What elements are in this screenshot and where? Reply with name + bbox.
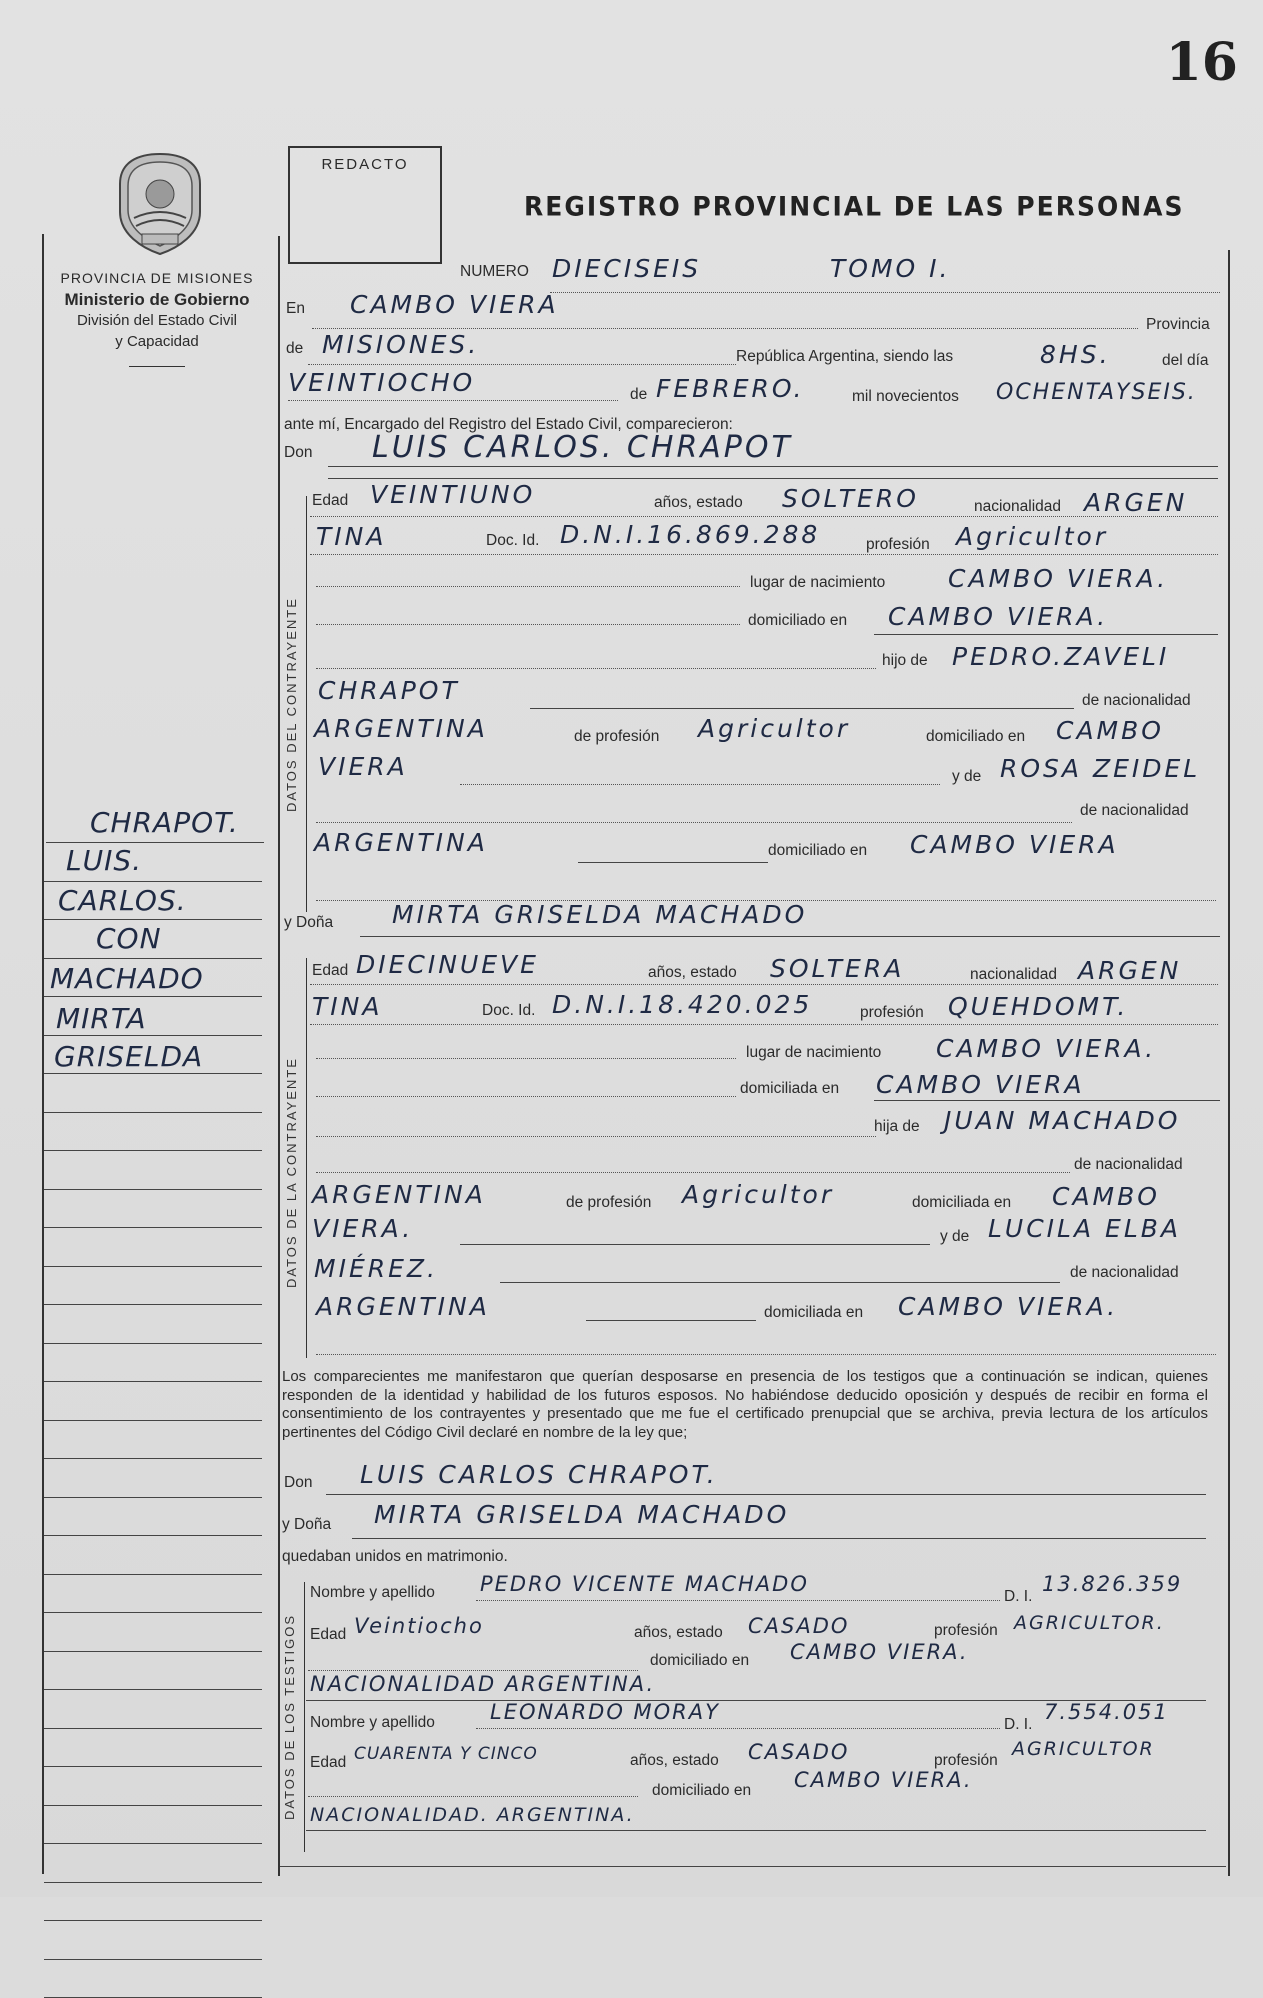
contrayenta-end-line bbox=[316, 1354, 1216, 1355]
contrayente-bracket bbox=[306, 496, 307, 912]
doc2-value: D.N.I.18.420.025 bbox=[552, 990, 813, 1019]
margin-rule-line bbox=[44, 1882, 262, 1883]
decl-dona-value: MIRTA GRISELDA MACHADO bbox=[374, 1500, 790, 1529]
madre-domiciliado-label: domiciliado en bbox=[768, 842, 868, 859]
padre2-dom-line bbox=[460, 1244, 930, 1245]
domicilio-line-blank bbox=[316, 624, 740, 625]
t2-nombre-line bbox=[476, 1728, 1000, 1729]
padre-dom-value-1: CAMBO bbox=[1056, 716, 1164, 745]
t1-estado-value: CASADO bbox=[748, 1614, 850, 1638]
padre2-dom-value-1: CAMBO bbox=[1052, 1182, 1160, 1211]
margin-note-line-2: LUIS. bbox=[66, 844, 143, 877]
t1-edad-label: Edad bbox=[310, 1626, 347, 1643]
doc-label: Doc. Id. bbox=[486, 532, 540, 549]
don-value: LUIS CARLOS. CHRAPOT bbox=[372, 430, 793, 465]
t1-edad-value: Veintiocho bbox=[354, 1614, 484, 1638]
margin-rule-line bbox=[44, 1343, 262, 1344]
t1-anios-label: años, estado bbox=[634, 1624, 723, 1641]
lugar2-label: lugar de nacimiento bbox=[746, 1044, 882, 1061]
madre-nac-value: ARGENTINA bbox=[314, 828, 488, 857]
padre2-nac-value: ARGENTINA bbox=[312, 1180, 486, 1209]
bottom-line bbox=[280, 1866, 1226, 1867]
margin-rule-line bbox=[44, 1112, 262, 1113]
lugar-line-blank bbox=[316, 586, 740, 587]
edad2-line bbox=[310, 984, 1218, 985]
ministry-header bbox=[44, 268, 270, 367]
domiciliado-en-label: domiciliado en bbox=[926, 728, 1026, 745]
nacionalidad-value-2: TINA bbox=[316, 522, 387, 551]
padre-dom-value-2: VIERA bbox=[318, 752, 408, 781]
right-border-line bbox=[1228, 250, 1230, 1876]
domicilio2-line-blank bbox=[316, 1096, 736, 1097]
t2-domicilio-blank bbox=[308, 1796, 638, 1797]
division-line-2: y Capacidad bbox=[115, 333, 199, 350]
dia-value: VEINTIOCHO bbox=[288, 368, 476, 397]
doc-line bbox=[310, 554, 1218, 555]
decl-don-label: Don bbox=[284, 1474, 313, 1491]
en-label: En bbox=[286, 300, 305, 317]
padre2-value: JUAN MACHADO bbox=[944, 1106, 1181, 1135]
doc-value: D.N.I.16.869.288 bbox=[560, 520, 821, 549]
domiciliada-en2-label: domiciliada en bbox=[912, 1194, 1012, 1211]
t1-domicilio-blank bbox=[308, 1670, 638, 1671]
dona-label: y Doña bbox=[284, 914, 334, 931]
margin-rule-line bbox=[44, 1612, 262, 1613]
redacto-label: REDACTO bbox=[321, 156, 409, 173]
anios2-label: años, estado bbox=[648, 964, 737, 981]
margin-rule-line bbox=[44, 1805, 262, 1806]
t2-nacionalidad-value: NACIONALIDAD. ARGENTINA. bbox=[310, 1804, 635, 1826]
t1-profesion-value: AGRICULTOR. bbox=[1014, 1612, 1165, 1634]
don-label: Don bbox=[284, 444, 313, 461]
lugar2-value: CAMBO VIERA. bbox=[936, 1034, 1157, 1063]
dona-line bbox=[360, 936, 1220, 937]
t1-nacionalidad-value: NACIONALIDAD ARGENTINA. bbox=[310, 1672, 656, 1696]
hora-value: 8HS. bbox=[1040, 340, 1111, 369]
margin-rule-line bbox=[44, 1150, 262, 1151]
t2-di-value: 7.554.051 bbox=[1044, 1700, 1169, 1724]
padre2-prof-value: Agricultor bbox=[682, 1180, 835, 1209]
margin-rule-line bbox=[44, 996, 262, 997]
t2-edad-label: Edad bbox=[310, 1754, 347, 1771]
padre2-dom-value-2: VIERA. bbox=[312, 1214, 414, 1243]
padre-line bbox=[530, 708, 1074, 709]
don-line-2 bbox=[328, 478, 1218, 479]
lugar2-line-blank bbox=[316, 1058, 736, 1059]
profesion2-label: profesión bbox=[860, 1004, 924, 1021]
en-value: CAMBO VIERA bbox=[350, 290, 559, 319]
mil-label: mil novecientos bbox=[852, 388, 959, 405]
t1-nombre-value: PEDRO VICENTE MACHADO bbox=[480, 1572, 809, 1596]
madre-dom-value: CAMBO VIERA bbox=[910, 830, 1119, 859]
decl-don-value: LUIS CARLOS CHRAPOT. bbox=[360, 1460, 718, 1489]
republica-label: República Argentina, siendo las bbox=[736, 348, 954, 365]
margin-rule-line bbox=[44, 1458, 262, 1459]
estado2-value: SOLTERA bbox=[770, 954, 905, 983]
de-profesion-label: de profesión bbox=[574, 728, 660, 745]
left-margin-line bbox=[42, 234, 44, 1874]
t2-estado-value: CASADO bbox=[748, 1740, 850, 1764]
testigos-bracket bbox=[304, 1582, 305, 1852]
mes-label: de bbox=[630, 386, 648, 403]
margin-rule-line bbox=[44, 1728, 262, 1729]
doc2-label: Doc. Id. bbox=[482, 1002, 536, 1019]
domicilio-value: CAMBO VIERA. bbox=[888, 602, 1109, 631]
contrayenta-bracket bbox=[306, 958, 307, 1358]
de-profesion2-label: de profesión bbox=[566, 1194, 652, 1211]
margin-rule-line bbox=[44, 1920, 262, 1921]
edad-label: Edad bbox=[312, 492, 349, 509]
domicilio2-value: CAMBO VIERA bbox=[876, 1070, 1085, 1099]
lugar-label: lugar de nacimiento bbox=[750, 574, 886, 591]
y-de-label: y de bbox=[952, 768, 982, 785]
margin-rule-line bbox=[44, 1381, 262, 1382]
madre-nacionalidad-label: de nacionalidad bbox=[1080, 802, 1189, 819]
estado-value: SOLTERO bbox=[782, 484, 919, 513]
province-name: PROVINCIA DE MISIONES bbox=[60, 270, 254, 286]
contrayente-side-label: DATOS DEL CONTRAYENTE bbox=[284, 597, 299, 812]
t1-domicilio-label: domiciliado en bbox=[650, 1652, 750, 1669]
contrayenta-side-label: DATOS DE LA CONTRAYENTE bbox=[284, 1057, 299, 1288]
doc2-line bbox=[310, 1024, 1218, 1025]
madre2-nacionalidad-label: de nacionalidad bbox=[1070, 1264, 1179, 1281]
declaration-paragraph: Los comparecientes me manifestaron que querían desposarse en presencia de los testigos que a continuación se indican, quienes responden de la identidad y habilidad de los futuros esposos. No habiéndose deducido oposición y después de recibir en forma el consentimiento de los contrayentes y presentado que me fue el certificado prenupcial que se archiva, previa lectura de los artículos pertinentes del Código Civil declaré en nombre de la ley que; bbox=[282, 1368, 1208, 1441]
y-de2-label: y de bbox=[940, 1228, 970, 1245]
de-nacionalidad2-label: de nacionalidad bbox=[1074, 1156, 1183, 1173]
margin-rule-line bbox=[44, 1189, 262, 1190]
t2-domicilio-value: CAMBO VIERA. bbox=[794, 1768, 973, 1792]
hija-line-blank bbox=[316, 1136, 876, 1137]
edad-value: VEINTIUNO bbox=[370, 480, 536, 509]
padre-nac-value: ARGENTINA bbox=[314, 714, 488, 743]
margin-rule-line bbox=[44, 1651, 262, 1652]
margin-rule-line bbox=[44, 1420, 262, 1421]
decl-don-line bbox=[326, 1494, 1206, 1495]
provincia-label: Provincia bbox=[1146, 316, 1210, 333]
margin-rule-line bbox=[44, 1959, 262, 1960]
margin-rule-line bbox=[44, 1535, 262, 1536]
document-title: REGISTRO PROVINCIAL DE LAS PERSONAS bbox=[524, 191, 1185, 222]
t1-di-value: 13.826.359 bbox=[1042, 1572, 1183, 1596]
margin-rule-line bbox=[44, 919, 262, 920]
de-label: de bbox=[286, 340, 304, 357]
t2-nombre-value: LEONARDO MORAY bbox=[490, 1700, 720, 1724]
margin-note-line-4: CON bbox=[96, 922, 162, 955]
profesion2-value: QUEHDOMT. bbox=[948, 992, 1129, 1021]
margin-rule-line bbox=[44, 1574, 262, 1575]
lugar-value: CAMBO VIERA. bbox=[948, 564, 1169, 593]
profesion-label: profesión bbox=[866, 536, 930, 553]
en-line bbox=[312, 328, 1138, 329]
nacionalidad-value-1: ARGEN bbox=[1084, 488, 1188, 517]
t1-domicilio-value: CAMBO VIERA. bbox=[790, 1640, 969, 1664]
padre-value-2: CHRAPOT bbox=[318, 676, 460, 705]
page-number: 16 bbox=[1165, 32, 1238, 93]
padre-dom-line bbox=[460, 784, 940, 785]
margin-rule-line bbox=[44, 1073, 262, 1074]
edad2-label: Edad bbox=[312, 962, 349, 979]
redacto-box bbox=[288, 146, 442, 264]
margin-rule-line bbox=[44, 1843, 262, 1844]
closing-text: quedaban unidos en matrimonio. bbox=[282, 1548, 508, 1565]
margin-rule-line bbox=[44, 1304, 262, 1305]
madre2-value-1: LUCILA ELBA bbox=[988, 1214, 1182, 1243]
margin-rule-line bbox=[44, 1227, 262, 1228]
dona-value: MIRTA GRISELDA MACHADO bbox=[392, 900, 808, 929]
t1-nombre-line bbox=[476, 1600, 1000, 1601]
madre2-domiciliada-label: domiciliada en bbox=[764, 1304, 864, 1321]
madre-value: ROSA ZEIDEL bbox=[1000, 754, 1201, 783]
madre-nac-line bbox=[578, 862, 768, 863]
hijo-line-blank bbox=[316, 668, 876, 669]
dia-line bbox=[288, 400, 618, 401]
anio-value: OCHENTAYSEIS. bbox=[996, 380, 1197, 405]
numero-value: DIECISEIS bbox=[552, 254, 702, 283]
edad2-value: DIECINUEVE bbox=[356, 950, 539, 979]
header-divider bbox=[129, 366, 185, 367]
numero-line bbox=[550, 292, 1220, 293]
testigos-side-label: DATOS DE LOS TESTIGOS bbox=[282, 1614, 297, 1820]
domicilio-line bbox=[874, 634, 1218, 635]
nacionalidad2-value-2: TINA bbox=[312, 992, 383, 1021]
del-dia-label: del día bbox=[1162, 352, 1209, 369]
mes-value: FEBRERO. bbox=[656, 374, 805, 403]
margin-note-line-3: CARLOS. bbox=[58, 884, 187, 917]
madre2-nac-value: ARGENTINA bbox=[316, 1292, 490, 1321]
edad-line bbox=[310, 516, 1218, 517]
nacionalidad2-value-1: ARGEN bbox=[1078, 956, 1182, 985]
margin-note-line-6: MIRTA bbox=[56, 1002, 147, 1035]
t2-anios-label: años, estado bbox=[630, 1752, 719, 1769]
hijo-label: hijo de bbox=[882, 652, 928, 669]
decl-dona-line bbox=[352, 1538, 1206, 1539]
padre-prof-value: Agricultor bbox=[698, 714, 851, 743]
margin-rule-line bbox=[44, 1497, 262, 1498]
domicilio-label: domiciliado en bbox=[748, 612, 848, 629]
numero-label: NUMERO bbox=[460, 263, 529, 280]
t2-di-label: D. I. bbox=[1004, 1716, 1033, 1733]
division-line-1: División del Estado Civil bbox=[76, 312, 238, 329]
domicilio2-label: domiciliada en bbox=[740, 1080, 840, 1097]
anios-label: años, estado bbox=[654, 494, 743, 511]
tomo-value: TOMO I. bbox=[830, 254, 951, 283]
don-line bbox=[328, 466, 1218, 467]
de-line bbox=[308, 364, 736, 365]
nacionalidad2-label: nacionalidad bbox=[970, 966, 1058, 983]
margin-rule-line bbox=[44, 958, 262, 959]
profesion-value: Agricultor bbox=[956, 522, 1109, 551]
padre-value-1: PEDRO.ZAVELI bbox=[952, 642, 1170, 671]
t2-edad-value: CUARENTA Y CINCO bbox=[354, 1744, 538, 1764]
margin-note-line-7: GRISELDA bbox=[54, 1040, 204, 1073]
column-divider-line bbox=[278, 236, 280, 1876]
t2-nombre-label: Nombre y apellido bbox=[310, 1714, 435, 1731]
margin-rule-line bbox=[44, 881, 262, 882]
margin-rule-line bbox=[44, 1766, 262, 1767]
padre2-line bbox=[316, 1172, 1070, 1173]
de-nacionalidad-label: de nacionalidad bbox=[1082, 692, 1191, 709]
provincial-seal-icon bbox=[112, 150, 208, 256]
madre2-line bbox=[500, 1282, 1060, 1283]
ante-label: ante mí, Encargado del Registro del Estado Civil, comparecieron: bbox=[284, 416, 733, 433]
t1-profesion-label: profesión bbox=[934, 1622, 998, 1639]
madre2-value-2: MIÉREZ. bbox=[314, 1254, 438, 1283]
t1-nombre-label: Nombre y apellido bbox=[310, 1584, 435, 1601]
ministry-name: Ministerio de Gobierno bbox=[64, 290, 250, 309]
margin-rule-line bbox=[44, 1266, 262, 1267]
decl-dona-label: y Doña bbox=[282, 1516, 332, 1533]
margin-note-line-1: CHRAPOT. bbox=[90, 806, 239, 839]
nacionalidad-label: nacionalidad bbox=[974, 498, 1062, 515]
margin-rule-line bbox=[46, 842, 264, 843]
domicilio2-line bbox=[874, 1100, 1220, 1101]
t2-domicilio-label: domiciliado en bbox=[652, 1782, 752, 1799]
madre2-dom-value: CAMBO VIERA. bbox=[898, 1292, 1119, 1321]
hija-label: hija de bbox=[874, 1118, 920, 1135]
margin-rule-line bbox=[44, 1689, 262, 1690]
t1-di-label: D. I. bbox=[1004, 1588, 1033, 1605]
madre2-nac-line bbox=[586, 1320, 756, 1321]
t2-end-line bbox=[306, 1830, 1206, 1831]
t2-profesion-value: AGRICULTOR bbox=[1012, 1738, 1155, 1760]
t2-profesion-label: profesión bbox=[934, 1752, 998, 1769]
de-value: MISIONES. bbox=[322, 330, 480, 359]
margin-note-line-5: MACHADO bbox=[50, 962, 204, 995]
madre-line bbox=[316, 822, 1072, 823]
